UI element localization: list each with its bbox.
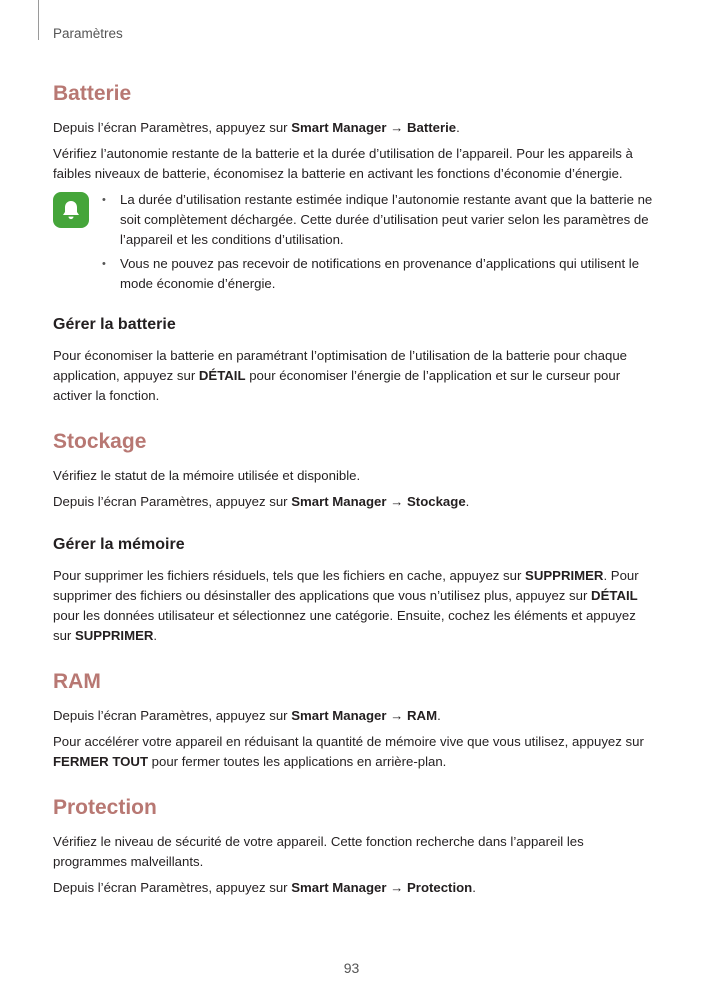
section-title-ram: RAM [53,670,101,693]
section-gerer-batterie [53,314,653,406]
subsection-title-gerer-memoire: Gérer la mémoire [53,536,185,553]
path-end: . [437,708,441,723]
section-title-batterie: Batterie [53,82,132,105]
ui-term: DÉTAIL [198,368,246,383]
ui-term: FERMER TOUT [53,754,148,769]
path-text: Depuis l’écran Paramètres, appuyez sur [53,880,292,895]
protection-path [53,878,653,898]
note-item [102,190,653,250]
note-block [53,190,653,294]
path-end: . [465,494,470,509]
ui-term: DÉTAIL [591,588,638,603]
running-header: Paramètres [53,26,123,41]
bullet: • [102,258,106,270]
batterie-path [53,118,653,138]
path-arrow: → [386,880,408,895]
path-item: RAM [407,708,438,723]
subsection-title-gerer-batterie: Gérer la batterie [53,316,176,333]
section-title-stockage: Stockage [53,430,147,453]
stockage-description: Vérifiez le statut de la mémoire utilisée et disponible. [53,468,361,483]
path-item: Stockage [407,494,466,509]
text: pour les données utilisateur et sélectionnez une catégorie. Ensuite, cochez les éléments et appuyez sur [53,608,636,643]
note-text: La durée d’utilisation restante estimée indique l’autonomie restante avant que la batterie ne soit complètement déchargée. Cette durée d’utilisation peut varier selon les paramètres de l’appareil et les conditions d’utilisation. [120,192,653,247]
text: . [153,628,158,643]
page-number: 93 [343,960,360,976]
path-item: Protection [407,880,473,895]
bullet: • [102,194,106,206]
ui-term: SUPPRIMER [74,628,154,643]
path-text: Depuis l’écran Paramètres, appuyez sur [53,708,292,723]
path-item: Batterie [407,120,457,135]
ram-path [53,706,653,726]
section-stockage [53,428,653,512]
stockage-path [53,492,653,512]
path-app: Smart Manager [291,120,387,135]
ram-text [53,732,653,772]
path-app: Smart Manager [291,708,387,723]
header-rule [38,0,39,40]
text: Pour accélérer votre appareil en réduisant la quantité de mémoire vive que vous utilisez, appuyez sur [53,734,644,749]
gerer-batterie-text [53,346,653,406]
path-app: Smart Manager [291,880,387,895]
path-app: Smart Manager [291,494,387,509]
path-text: Depuis l’écran Paramètres, appuyez sur [53,120,292,135]
text: Pour supprimer les fichiers résiduels, tels que les fichiers en cache, appuyez sur [53,568,526,583]
text: pour fermer toutes les applications en arrière-plan. [148,754,447,769]
path-end: . [456,120,460,135]
path-arrow: → [386,120,408,135]
text: . Pour supprimer des fichiers ou désinstaller des applications que vous n’utilisez plus, appuyez sur [53,568,639,603]
section-ram [53,668,653,772]
path-end: . [472,880,476,895]
batterie-description: Vérifiez l’autonomie restante de la batterie et la durée d’utilisation de l’appareil. Pour les appareils à faibles niveaux de batterie, économisez la batterie en activant les fonctions d’économie d’énergie. [53,146,633,181]
text: Pour économiser la batterie en paramétrant l’optimisation de l’utilisation de la batterie pour chaque application, appuyez sur [53,348,627,383]
text: pour économiser l’énergie de l’application et sur le curseur pour activer la fonction. [53,368,621,403]
path-arrow: → [386,708,408,723]
section-batterie [53,80,653,294]
section-gerer-memoire [53,534,653,646]
note-item [102,254,653,294]
bell-icon [53,192,89,228]
path-text: Depuis l’écran Paramètres, appuyez sur [53,494,292,509]
gerer-memoire-text [53,566,653,646]
note-list [102,190,653,294]
path-arrow: → [386,494,408,509]
section-title-protection: Protection [53,796,157,819]
protection-description: Vérifiez le niveau de sécurité de votre appareil. Cette fonction recherche dans l’appareil les programmes malveillants. [53,834,584,869]
note-text: Vous ne pouvez pas recevoir de notifications en provenance d’applications qui utilisent le mode économie d’énergie. [120,256,640,291]
page-content [53,80,653,904]
ui-term: SUPPRIMER [525,568,604,583]
section-protection [53,794,653,898]
